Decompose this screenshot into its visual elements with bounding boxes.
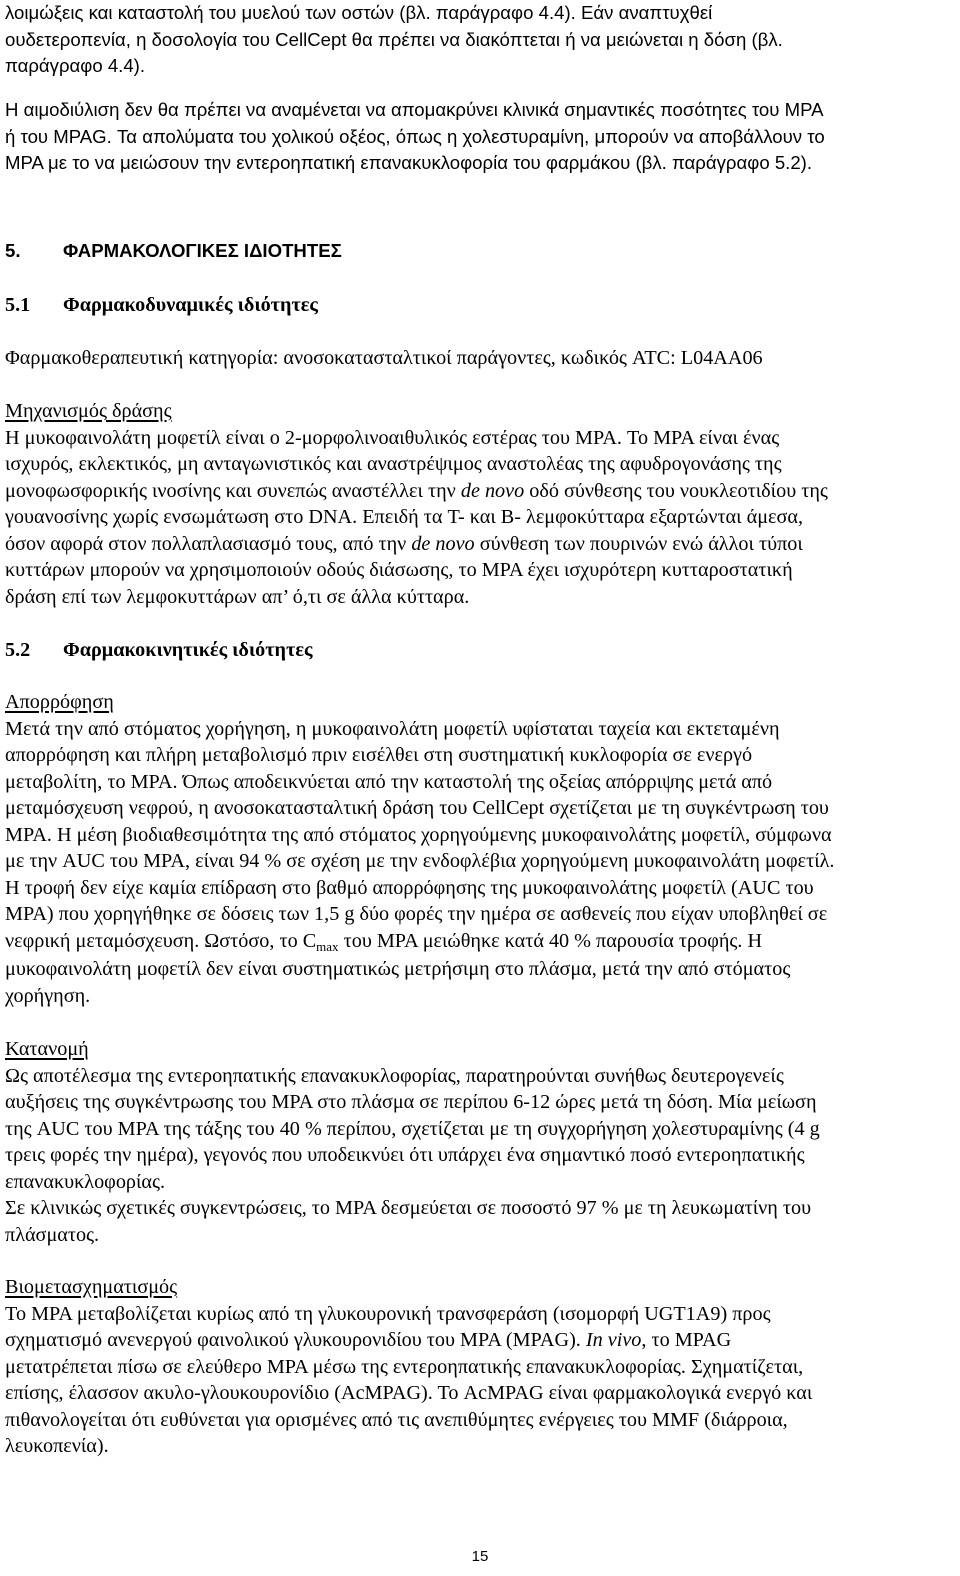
text-line: Μετά την από στόματος χορήγηση, η μυκοφαινολάτη μοφετίλ υφίσταται ταχεία και εκτεταμένη xyxy=(5,717,780,740)
text-line: μεταβολίτη, το MPA. Όπως αποδεικνύεται από την καταστολή της οξείας απόρριψης μετά από xyxy=(5,770,773,793)
text-line: μετατρέπεται πίσω σε ελεύθερο MPA μέσω της εντεροηπατικής επανακυκλοφορίας. Σχηματίζεται, xyxy=(5,1355,804,1378)
text-line: MPA) που χορηγήθηκε σε δόσεις των 1,5 g δύο φορές την ημέρα σε ασθενείς που είχαν υποβληθεί σε xyxy=(5,903,828,925)
section-title: ΦΑΡΜΑΚΟΛΟΓΙΚΕΣ ΙΔΙΟΤΗΤΕΣ xyxy=(63,240,342,261)
text-line xyxy=(5,928,955,957)
text-line: MPA. Η μέση βιοδιαθεσιμότητα της από στόματος χορηγούμενης μυκοφαινολάτης μοφετίλ, σύμφωνα xyxy=(5,823,832,846)
text-span: σύνθεση των πουρινών ενώ άλλοι τύποι xyxy=(474,532,803,555)
mechanism-section xyxy=(5,398,955,610)
italic-term: In vivo xyxy=(585,1329,642,1351)
section-title: Φαρμακοκινητικές ιδιότητες xyxy=(63,639,313,661)
text-span: οδό σύνθεσης του νουκλεοτιδίου της xyxy=(524,479,828,502)
text-span: του MPA μειώθηκε κατά 40 % παρουσία τροφής. Η xyxy=(338,929,763,952)
text-line xyxy=(5,1327,955,1354)
text-line: αυξήσεις της συγκέντρωσης του MPA στο πλάσμα σε περίπου 6-12 ώρες μετά τη δόση. Μία μείωση xyxy=(5,1091,817,1113)
text-line: απορρόφηση και πλήρη μεταβολισμό πριν εισέλθει στη συστηματική κυκλοφορία σε ενεργό xyxy=(5,744,753,766)
text-line: ή του MPAG. Τα απολύματα του χολικού οξέος, όπως η χολεστυραμίνη, μπορούν να αποβάλλουν το xyxy=(5,125,825,147)
text-line: λοιμώξεις και καταστολή του μυελού των οστών (βλ. παράγραφο 4.4). Εάν αναπτυχθεί xyxy=(5,2,713,23)
text-line: τρεις φορές την ημέρα), γεγονός που υποδεικνύει ότι υπάρχει ένα σημαντικό ποσό εντεροηπατικής xyxy=(5,1144,805,1166)
text-line: με την AUC του MPA, είναι 94 % σε σχέση με την ενδοφλέβια χορηγούμενη μυκοφαινολάτη μοφετίλ. xyxy=(5,850,835,872)
text-line: ουδετεροπενία, η δοσολογία του CellCept θα πρέπει να διακόπτεται ή να μειώνεται η δόση (βλ. xyxy=(5,28,783,50)
dialysis-paragraph xyxy=(5,97,955,177)
text-line: πιθανολογείται ότι ευθύνεται για ορισμένες από τις ανεπιθύμητες ενέργειες του MMF (διάρροια, xyxy=(5,1408,788,1431)
atc-line xyxy=(5,345,955,372)
section-title: Φαρμακοδυναμικές ιδιότητες xyxy=(63,294,318,316)
text-line: MPA με το να μειώσουν την εντεροηπατική επανακυκλοφορία του φαρμάκου (βλ. παράγραφο 5.2). xyxy=(5,152,813,173)
text-span: νεφρική μεταμόσχευση. Ωστόσο, το C xyxy=(5,929,317,952)
section-5-2-heading xyxy=(5,637,955,664)
italic-term: de novo xyxy=(411,532,475,555)
section-5-1-heading xyxy=(5,292,955,319)
text-line: πλάσματος. xyxy=(5,1223,100,1246)
text-line: της AUC του MPA της τάξης του 40 % περίπου, σχετίζεται με τη συγχορήγηση χολεστυραμίνης (4 g xyxy=(5,1117,820,1140)
text-line: ισχυρός, εκλεκτικός, μη ανταγωνιστικός και αναστρέψιμος αναστολέας της αφυδρογονάσης της xyxy=(5,453,782,475)
italic-term: de novo xyxy=(460,479,525,502)
text-span: σχηματισμό ανενεργού φαινολικού γλυκουρονιδίου του MPA (MPAG). xyxy=(5,1329,586,1351)
text-line: Σε κλινικώς σχετικές συγκεντρώσεις, το MPA δεσμεύεται σε ποσοστό 97 % με τη λευκωματίνη του xyxy=(5,1197,812,1219)
text-line: λευκοπενία). xyxy=(5,1435,109,1457)
text-line: χορήγηση. xyxy=(5,984,91,1007)
section-number: 5.2 xyxy=(5,639,31,661)
subsection-heading: Κατανομή xyxy=(5,1038,89,1060)
section-5-heading xyxy=(5,238,955,265)
text-line: επανακυκλοφορίας. xyxy=(5,1170,166,1193)
text-span: όσον αφορά στον πολλαπλασιασμό τους, από την xyxy=(5,532,412,555)
text-line: μεταμόσχευση νεφρού, η ανοσοκατασταλτική δράση του CellCept σχετίζεται με τη συγκέντρωση του xyxy=(5,797,829,819)
text-line: μυκοφαινολάτη μοφετίλ δεν είναι συστηματικώς μετρήσιμη στο πλάσμα, μετά την από στόματος xyxy=(5,958,791,980)
text-line: Φαρμακοθεραπευτική κατηγορία: ανοσοκατασταλτικοί παράγοντες, κωδικός ATC: L04AA06 xyxy=(5,347,763,369)
text-line: Η τροφή δεν είχε καμία επίδραση στο βαθμό απορρόφησης της μυκοφαινολάτης μοφετίλ (AUC του xyxy=(5,876,814,899)
text-line: Η αιμοδιύλιση δεν θα πρέπει να αναμένεται να απομακρύνει κλινικά σημαντικές ποσότητες του MPA xyxy=(5,99,824,120)
text-line: Η μυκοφαινολάτη μοφετίλ είναι ο 2-μορφολινοαιθυλικός εστέρας του MPA. Το MPA είναι ένας xyxy=(5,426,780,449)
intro-paragraph xyxy=(5,0,955,80)
text-span: , το MPAG xyxy=(641,1329,732,1351)
subsection-heading: Μηχανισμός δράσης xyxy=(5,400,172,422)
text-line: Το MPA μεταβολίζεται κυρίως από τη γλυκουρονική τρανσφεράση (ισομορφή UGT1A9) προς xyxy=(5,1302,771,1325)
section-number: 5.1 xyxy=(5,294,31,316)
text-line: γουανοσίνης χωρίς ενσωμάτωση στο DNA. Επειδή τα T- και B- λεμφοκύτταρα εξαρτώνται άμεσα, xyxy=(5,506,803,528)
text-line: Ως αποτέλεσμα της εντεροηπατικής επανακυκλοφορίας, παρατηρούνται συνήθως δευτερογενείς xyxy=(5,1064,784,1087)
page-number: 15 xyxy=(471,1548,489,1565)
text-line: παράγραφο 4.4). xyxy=(5,55,146,76)
text-line xyxy=(5,478,955,505)
metabolism-section xyxy=(5,1274,955,1460)
distribution-section xyxy=(5,1036,955,1248)
section-number: 5. xyxy=(5,240,21,261)
absorption-section xyxy=(5,689,955,1009)
text-line: κυττάρων μπορούν να χρησιμοποιούν οδούς διάσωσης, το MPA έχει ισχυρότερη κυτταροστατική xyxy=(5,559,793,581)
text-span: μονοφωσφορικής ινοσίνης και συνεπώς αναστέλλει την xyxy=(5,479,461,502)
text-line: δράση επί των λεμφοκυττάρων απ’ ό,τι σε άλλα κύτταρα. xyxy=(5,585,470,608)
subsection-heading: Βιομετασχηματισμός xyxy=(5,1276,178,1298)
text-line: επίσης, έλασσον ακυλο-γλουκουρονίδιο (AcMPAG). Το AcMPAG είναι φαρμακολογικά ενεργό και xyxy=(5,1382,813,1404)
subscript: max xyxy=(316,938,339,954)
text-line xyxy=(5,531,955,558)
subsection-heading: Απορρόφηση xyxy=(5,691,114,713)
